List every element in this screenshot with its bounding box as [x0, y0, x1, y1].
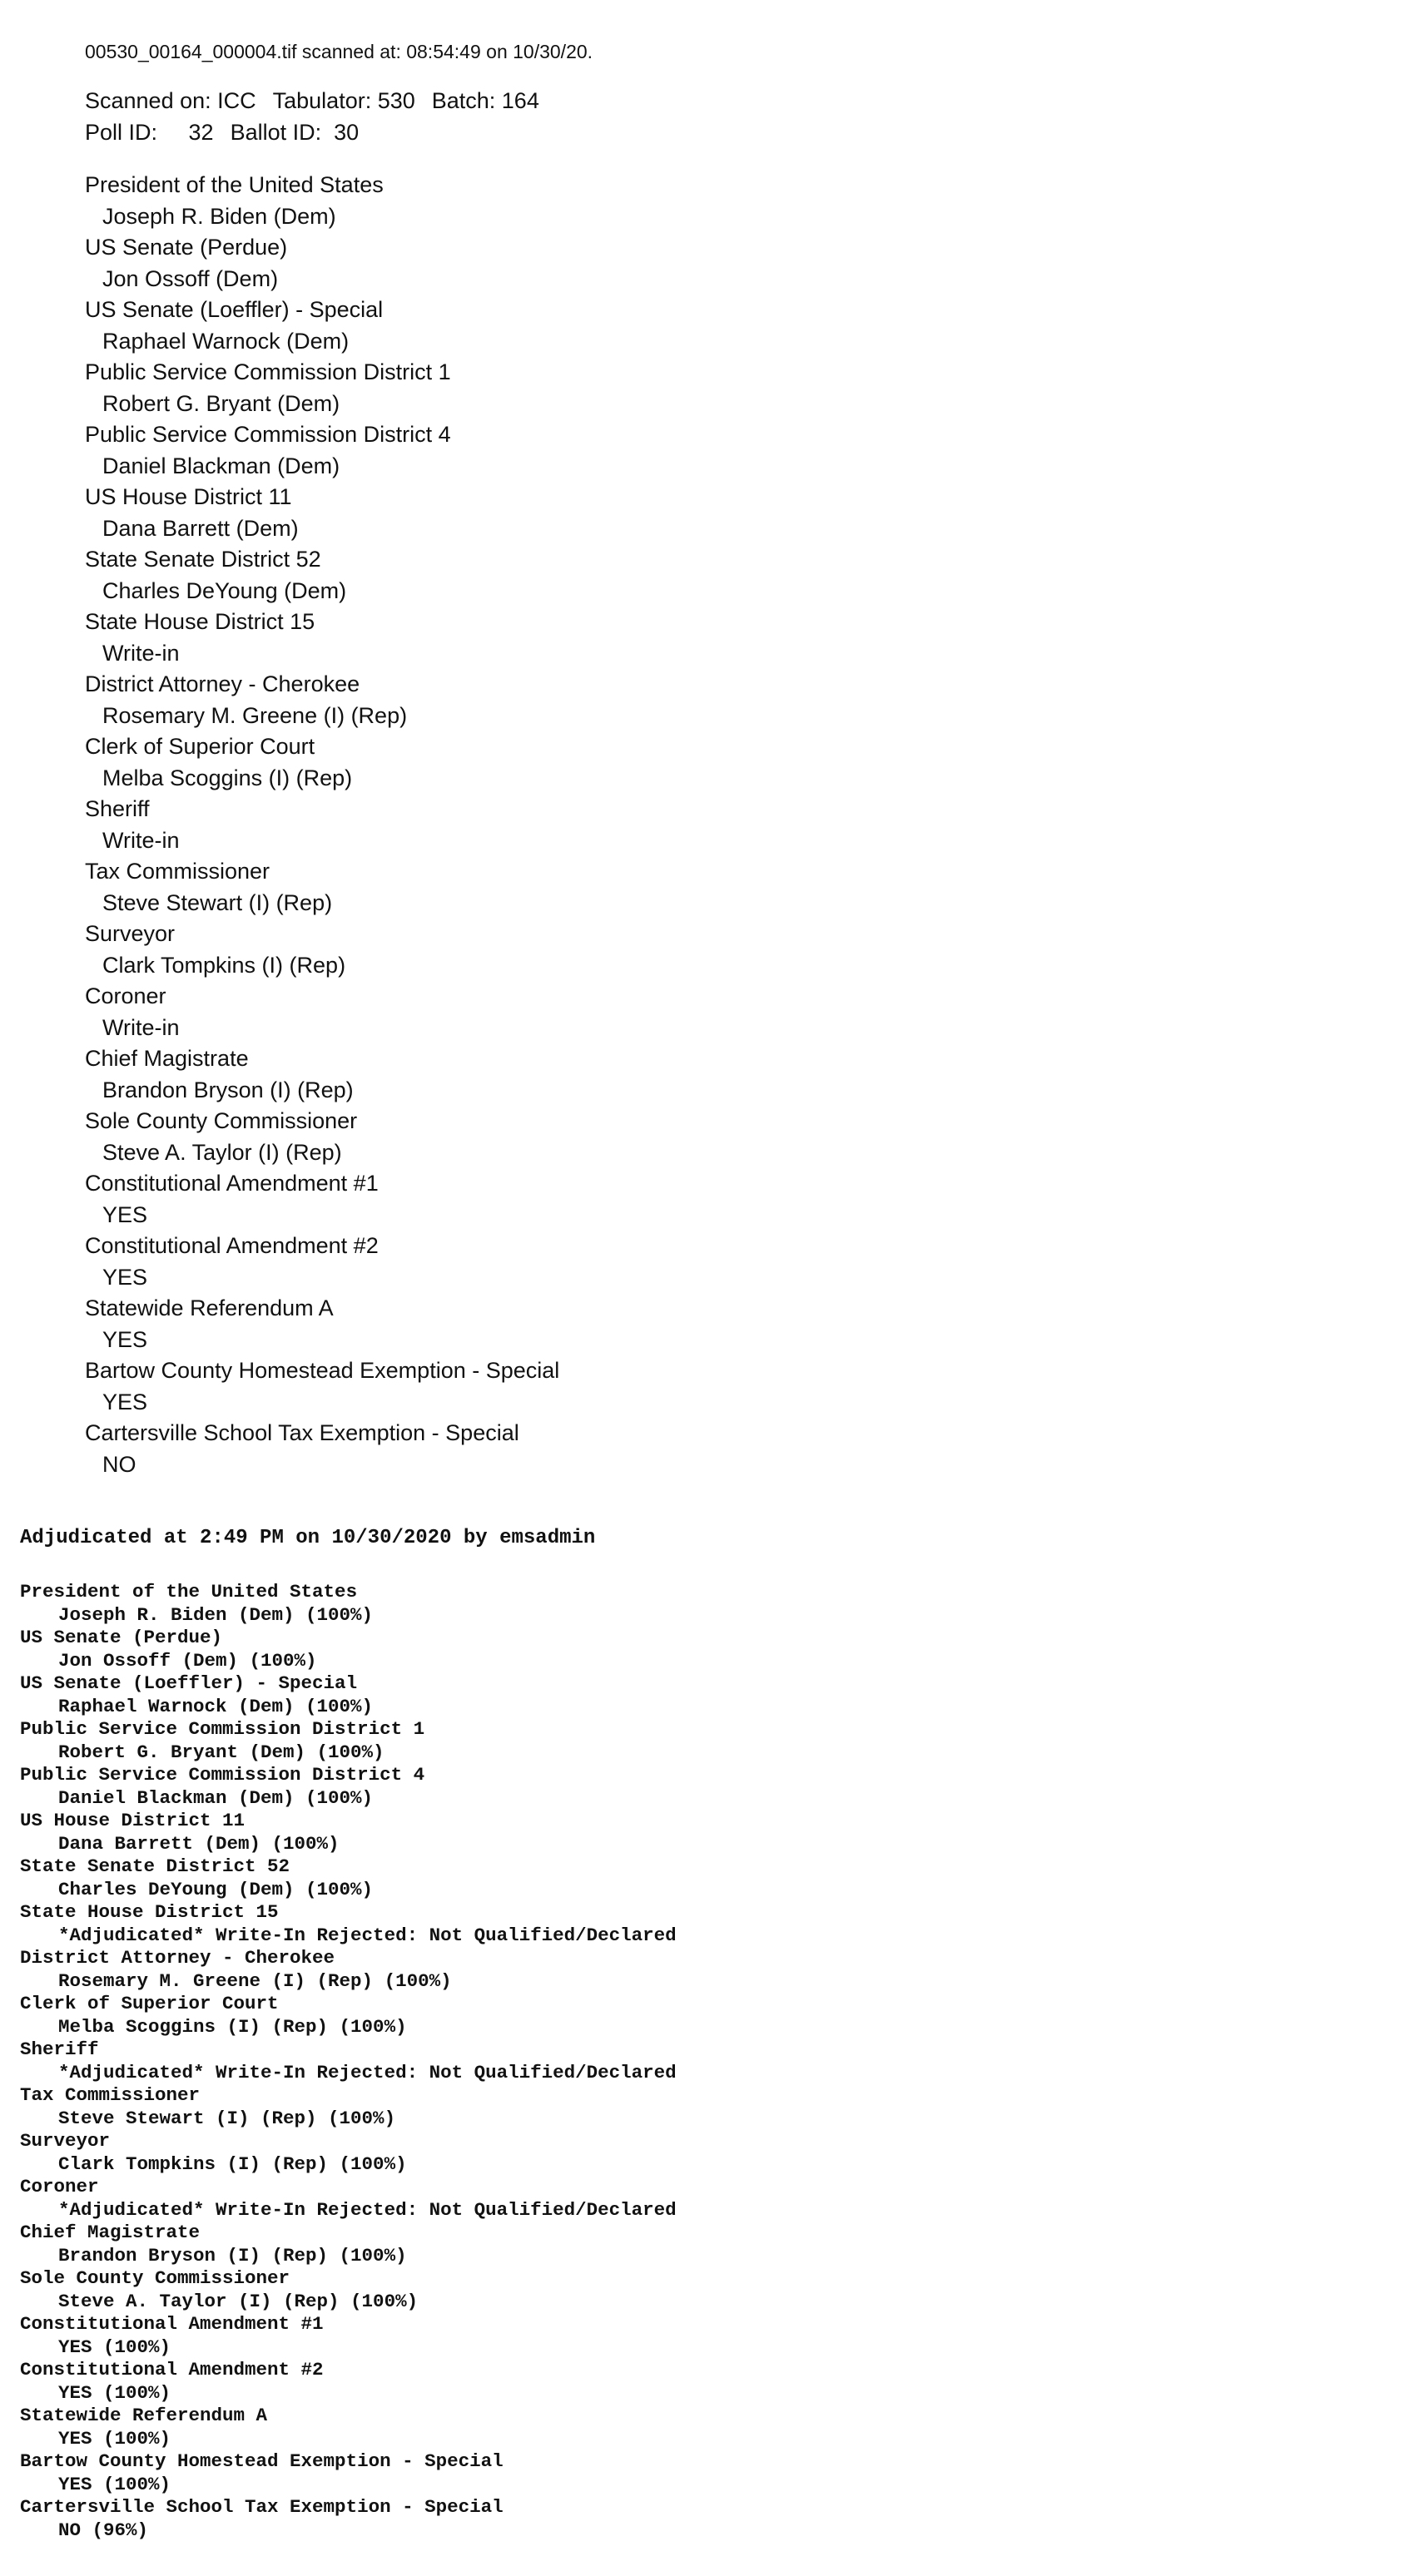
scan-race-choice: Jon Ossoff (Dem) — [102, 265, 279, 291]
adjudication-race-choice: *Adjudicated* Write-In Rejected: Not Qualified/Declared — [58, 2061, 677, 2083]
scan-race-choice: Write-in — [102, 640, 180, 666]
adjudication-race-name: Coroner — [20, 2176, 99, 2197]
adjudication-race-name: US Senate (Loeffler) - Special — [20, 1672, 358, 1694]
scan-race-name: Tax Commissioner — [85, 859, 270, 884]
batch-label: Batch: 164 — [431, 88, 539, 113]
scan-race-name: Constitutional Amendment #2 — [85, 1233, 379, 1258]
adjudication-race-name: US Senate (Perdue) — [20, 1627, 223, 1648]
scan-race-name: Bartow County Homestead Exemption - Special — [85, 1358, 560, 1383]
adjudication-race-name: Constitutional Amendment #1 — [20, 2313, 324, 2335]
scan-race-name: Constitutional Amendment #1 — [85, 1171, 379, 1196]
adjudication-section — [20, 1526, 677, 2542]
scan-race-name: Surveyor — [85, 921, 176, 946]
adjudication-race-choice: Clark Tompkins (I) (Rep) (100%) — [58, 2152, 407, 2175]
adjudication-race-choice: Joseph R. Biden (Dem) (100%) — [58, 1603, 374, 1626]
scan-race-name: Sheriff — [85, 796, 150, 821]
poll-id-label: Poll ID: 32 — [85, 120, 214, 145]
adjudication-race-name: State House District 15 — [20, 1901, 279, 1923]
adjudication-race-name: US House District 11 — [20, 1810, 246, 1831]
adjudication-race-choice: Brandon Bryson (I) (Rep) (100%) — [58, 2244, 407, 2266]
adjudication-race-name: Sole County Commissioner — [20, 2267, 290, 2289]
adjudication-race-name: Bartow County Homestead Exemption - Special — [20, 2450, 504, 2472]
adjudication-race-name: Public Service Commission District 1 — [20, 1718, 425, 1740]
adjudication-race-choice: Steve Stewart (I) (Rep) (100%) — [58, 2107, 396, 2129]
scan-race-choice: Brandon Bryson (I) (Rep) — [102, 1077, 354, 1102]
scan-race-choice: Melba Scoggins (I) (Rep) — [102, 765, 353, 790]
adjudication-race-choice: Charles DeYoung (Dem) (100%) — [58, 1878, 374, 1900]
adjudication-race-choice: Raphael Warnock (Dem) (100%) — [58, 1695, 374, 1717]
scan-race-name: State Senate District 52 — [85, 547, 321, 572]
scan-race-choice: Raphael Warnock (Dem) — [102, 328, 350, 354]
adjudication-race-choice: YES (100%) — [58, 2381, 171, 2404]
scan-race-name: Chief Magistrate — [85, 1046, 249, 1071]
scan-race-name: Cartersville School Tax Exemption - Special — [85, 1420, 519, 1445]
adjudication-race-name: Clerk of Superior Court — [20, 1993, 279, 2014]
adjudication-race-name: Cartersville School Tax Exemption - Special — [20, 2496, 504, 2518]
adjudication-race-choice: Melba Scoggins (I) (Rep) (100%) — [58, 2015, 407, 2038]
scan-race-choice: YES — [102, 1264, 148, 1290]
scan-race-name: US Senate (Loeffler) - Special — [85, 297, 384, 322]
adjudication-race-choice: *Adjudicated* Write-In Rejected: Not Qualified/Declared — [58, 1924, 677, 1946]
adjudication-race-name: Tax Commissioner — [20, 2084, 201, 2106]
scan-race-choice: Joseph R. Biden (Dem) — [102, 203, 336, 229]
adjudication-race-name: State Senate District 52 — [20, 1855, 290, 1877]
scan-race-name: President of the United States — [85, 172, 384, 197]
scan-meta-row-2 — [85, 116, 593, 148]
scan-race-choice: Steve A. Taylor (I) (Rep) — [102, 1139, 342, 1165]
adjudication-race-choice: Robert G. Bryant (Dem) (100%) — [58, 1741, 385, 1763]
adjudication-race-choice: *Adjudicated* Write-In Rejected: Not Qualified/Declared — [58, 2198, 677, 2221]
scan-race-choice: Dana Barrett (Dem) — [102, 515, 299, 541]
adjudication-race-name: Public Service Commission District 4 — [20, 1764, 425, 1786]
adjudication-race-choice: YES (100%) — [58, 2473, 171, 2495]
adjudication-header: Adjudicated at 2:49 PM on 10/30/2020 by emsadmin — [20, 1527, 596, 1549]
scan-race-name: District Attorney - Cherokee — [85, 671, 360, 696]
scan-meta-row-1 — [85, 85, 593, 116]
adjudication-race-choice: NO (96%) — [58, 2519, 149, 2541]
adjudication-race-name: Sheriff — [20, 2039, 99, 2060]
scan-race-name: Coroner — [85, 983, 166, 1008]
scan-race-name: US Senate (Perdue) — [85, 235, 288, 260]
scan-race-name: Public Service Commission District 4 — [85, 422, 451, 447]
scan-race-name: Statewide Referendum A — [85, 1295, 334, 1320]
scan-race-name: State House District 15 — [85, 609, 315, 634]
scan-race-choice: Robert G. Bryant (Dem) — [102, 390, 340, 416]
ballot-id-label: Ballot ID: 30 — [230, 120, 360, 145]
scanned-ballot-section — [85, 38, 593, 1480]
scan-race-name: Clerk of Superior Court — [85, 734, 315, 759]
scan-race-name: Sole County Commissioner — [85, 1108, 358, 1133]
adjudication-race-name: Chief Magistrate — [20, 2222, 201, 2243]
scan-race-choice: YES — [102, 1201, 148, 1227]
scan-race-name: Public Service Commission District 1 — [85, 359, 451, 384]
scan-race-choice: Write-in — [102, 827, 180, 853]
scan-race-choice: Clark Tompkins (I) (Rep) — [102, 952, 346, 978]
scan-race-list — [85, 170, 593, 1480]
scan-race-choice: Charles DeYoung (Dem) — [102, 577, 347, 603]
adjudication-race-choice: YES (100%) — [58, 2336, 171, 2358]
scan-race-choice: YES — [102, 1326, 148, 1352]
scan-file-header: 00530_00164_000004.tif scanned at: 08:54:49 on 10/30/20. — [85, 41, 593, 62]
adjudication-race-choice: Daniel Blackman (Dem) (100%) — [58, 1786, 374, 1809]
adjudication-race-choice: Rosemary M. Greene (I) (Rep) (100%) — [58, 1969, 452, 1992]
scan-race-choice: Rosemary M. Greene (I) (Rep) — [102, 702, 408, 728]
adjudication-race-list — [20, 1581, 677, 2542]
scan-race-choice: Write-in — [102, 1014, 180, 1040]
scan-race-choice: YES — [102, 1389, 148, 1414]
adjudication-race-name: President of the United States — [20, 1581, 358, 1603]
scan-race-choice: NO — [102, 1451, 136, 1477]
tabulator-label: Tabulator: 530 — [272, 88, 415, 113]
adjudication-race-choice: YES (100%) — [58, 2427, 171, 2450]
scan-race-name: US House District 11 — [85, 484, 292, 509]
adjudication-race-name: Constitutional Amendment #2 — [20, 2359, 324, 2380]
adjudication-race-name: District Attorney - Cherokee — [20, 1947, 335, 1969]
adjudication-race-name: Statewide Referendum A — [20, 2405, 268, 2426]
scan-race-choice: Daniel Blackman (Dem) — [102, 453, 340, 478]
adjudication-race-choice: Steve A. Taylor (I) (Rep) (100%) — [58, 2290, 419, 2312]
adjudication-race-choice: Jon Ossoff (Dem) (100%) — [58, 1649, 317, 1672]
scanned-on-label: Scanned on: ICC — [85, 88, 256, 113]
adjudication-race-choice: Dana Barrett (Dem) (100%) — [58, 1832, 340, 1855]
adjudication-race-name: Surveyor — [20, 2130, 111, 2152]
scan-race-choice: Steve Stewart (I) (Rep) — [102, 889, 333, 915]
